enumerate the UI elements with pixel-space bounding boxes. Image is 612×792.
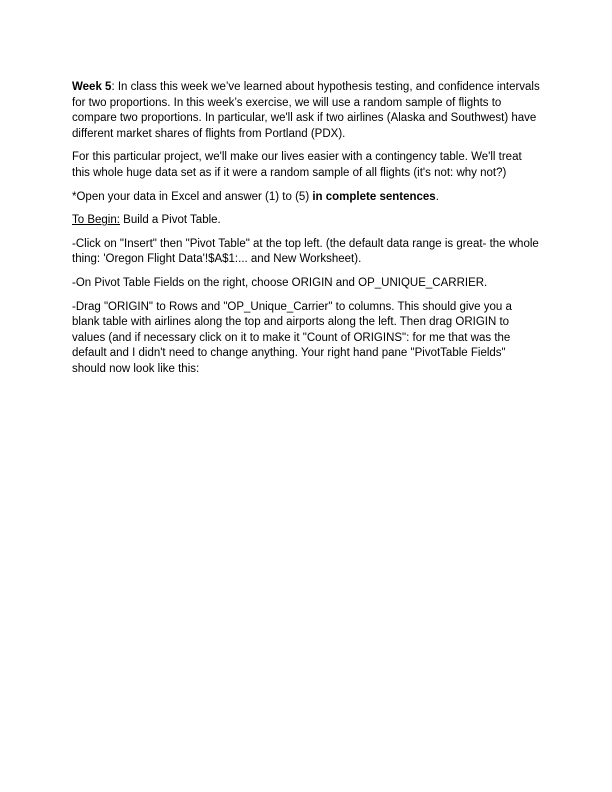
- intro-text: : In class this week we’ve learned about hypothesis testing, and confidence intervals for two proportions. In this week’s exercise, we will use a random sample of flights to compare two proportions. In particular, we'll ask if two airlines (Alaska and Southwest) have different market shares of flights from Portland (PDX).: [72, 81, 540, 140]
- to-begin-text: Build a Pivot Table.: [119, 214, 221, 227]
- step-drag-fields: -Drag "ORIGIN" to Rows and "OP_Unique_Carrier" to columns. This should give you a blank table with airlines along the top and airports along the left. Then drag ORIGIN to values (and if necessary click on it to make it "Count of ORIGINS": for me that was the default and I didn't need to change anything. Your right hand pane "PivotTable Fields" should now look like this:: [72, 300, 512, 375]
- paragraph-intro: [72, 80, 542, 142]
- paragraph-to-begin: [72, 213, 542, 229]
- step-choose-fields: -On Pivot Table Fields on the right, choose ORIGIN and OP_UNIQUE_CARRIER.: [72, 276, 488, 289]
- instructions-text: *Open your data in Excel and answer (1) to (5): [72, 190, 313, 203]
- instructions-period: .: [435, 190, 439, 203]
- paragraph-instructions: [72, 190, 542, 206]
- instructions-emphasis: in complete sentences: [312, 190, 436, 203]
- week-heading: Week 5: [72, 81, 112, 93]
- document-page: [72, 80, 542, 386]
- paragraph-contingency: For this particular project, we'll make our lives easier with a contingency table. We'll treat this whole huge data set as if it were a random sample of all flights (it's not: why not?): [72, 151, 522, 179]
- to-begin-label: To Begin:: [72, 214, 120, 227]
- step-insert-pivot: -Click on "Insert" then "Pivot Table" at the top left. (the default data range is great- the whole thing: 'Oregon Flight Data'!$A$1:... and New Worksheet).: [72, 237, 539, 266]
